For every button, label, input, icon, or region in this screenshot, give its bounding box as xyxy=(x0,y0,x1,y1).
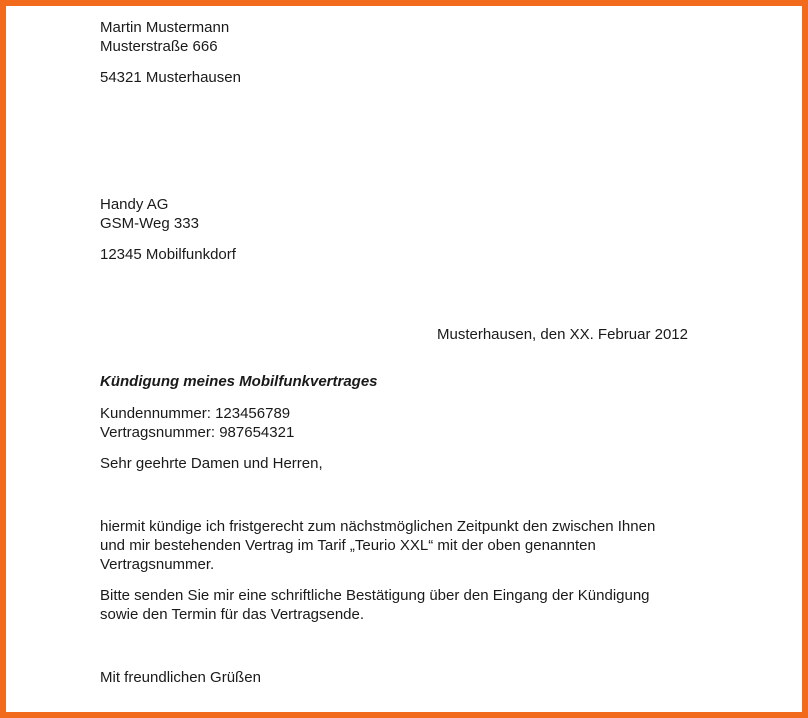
body-paragraph1-line2: und mir bestehenden Vertrag im Tarif „Teurio XXL“ mit der oben genannten xyxy=(100,537,596,554)
subject-line: Kündigung meines Mobilfunkvertrages xyxy=(100,373,378,390)
body-paragraph1-line3: Vertragsnummer. xyxy=(100,556,215,573)
recipient-company: Handy AG xyxy=(100,196,169,213)
recipient-street: GSM-Weg 333 xyxy=(100,215,199,232)
recipient-city: 12345 Mobilfunkdorf xyxy=(100,246,236,263)
salutation: Sehr geehrte Damen und Herren, xyxy=(100,455,323,472)
closing: Mit freundlichen Grüßen xyxy=(100,669,261,686)
date-line: Musterhausen, den XX. Februar 2012 xyxy=(437,326,688,343)
body-paragraph2-line1: Bitte senden Sie mir eine schriftliche Bestätigung über den Eingang der Kündigung xyxy=(100,587,650,604)
body-paragraph1-line1: hiermit kündige ich fristgerecht zum nächstmöglichen Zeitpunkt den zwischen Ihnen xyxy=(100,518,656,535)
sender-street: Musterstraße 666 xyxy=(100,38,218,55)
sender-city: 54321 Musterhausen xyxy=(100,69,241,86)
contract-number: Vertragsnummer: 987654321 xyxy=(100,424,295,441)
sender-name: Martin Mustermann xyxy=(100,19,230,36)
body-paragraph2-line2: sowie den Termin für das Vertragsende. xyxy=(100,606,365,623)
customer-number: Kundennummer: 123456789 xyxy=(100,405,291,422)
